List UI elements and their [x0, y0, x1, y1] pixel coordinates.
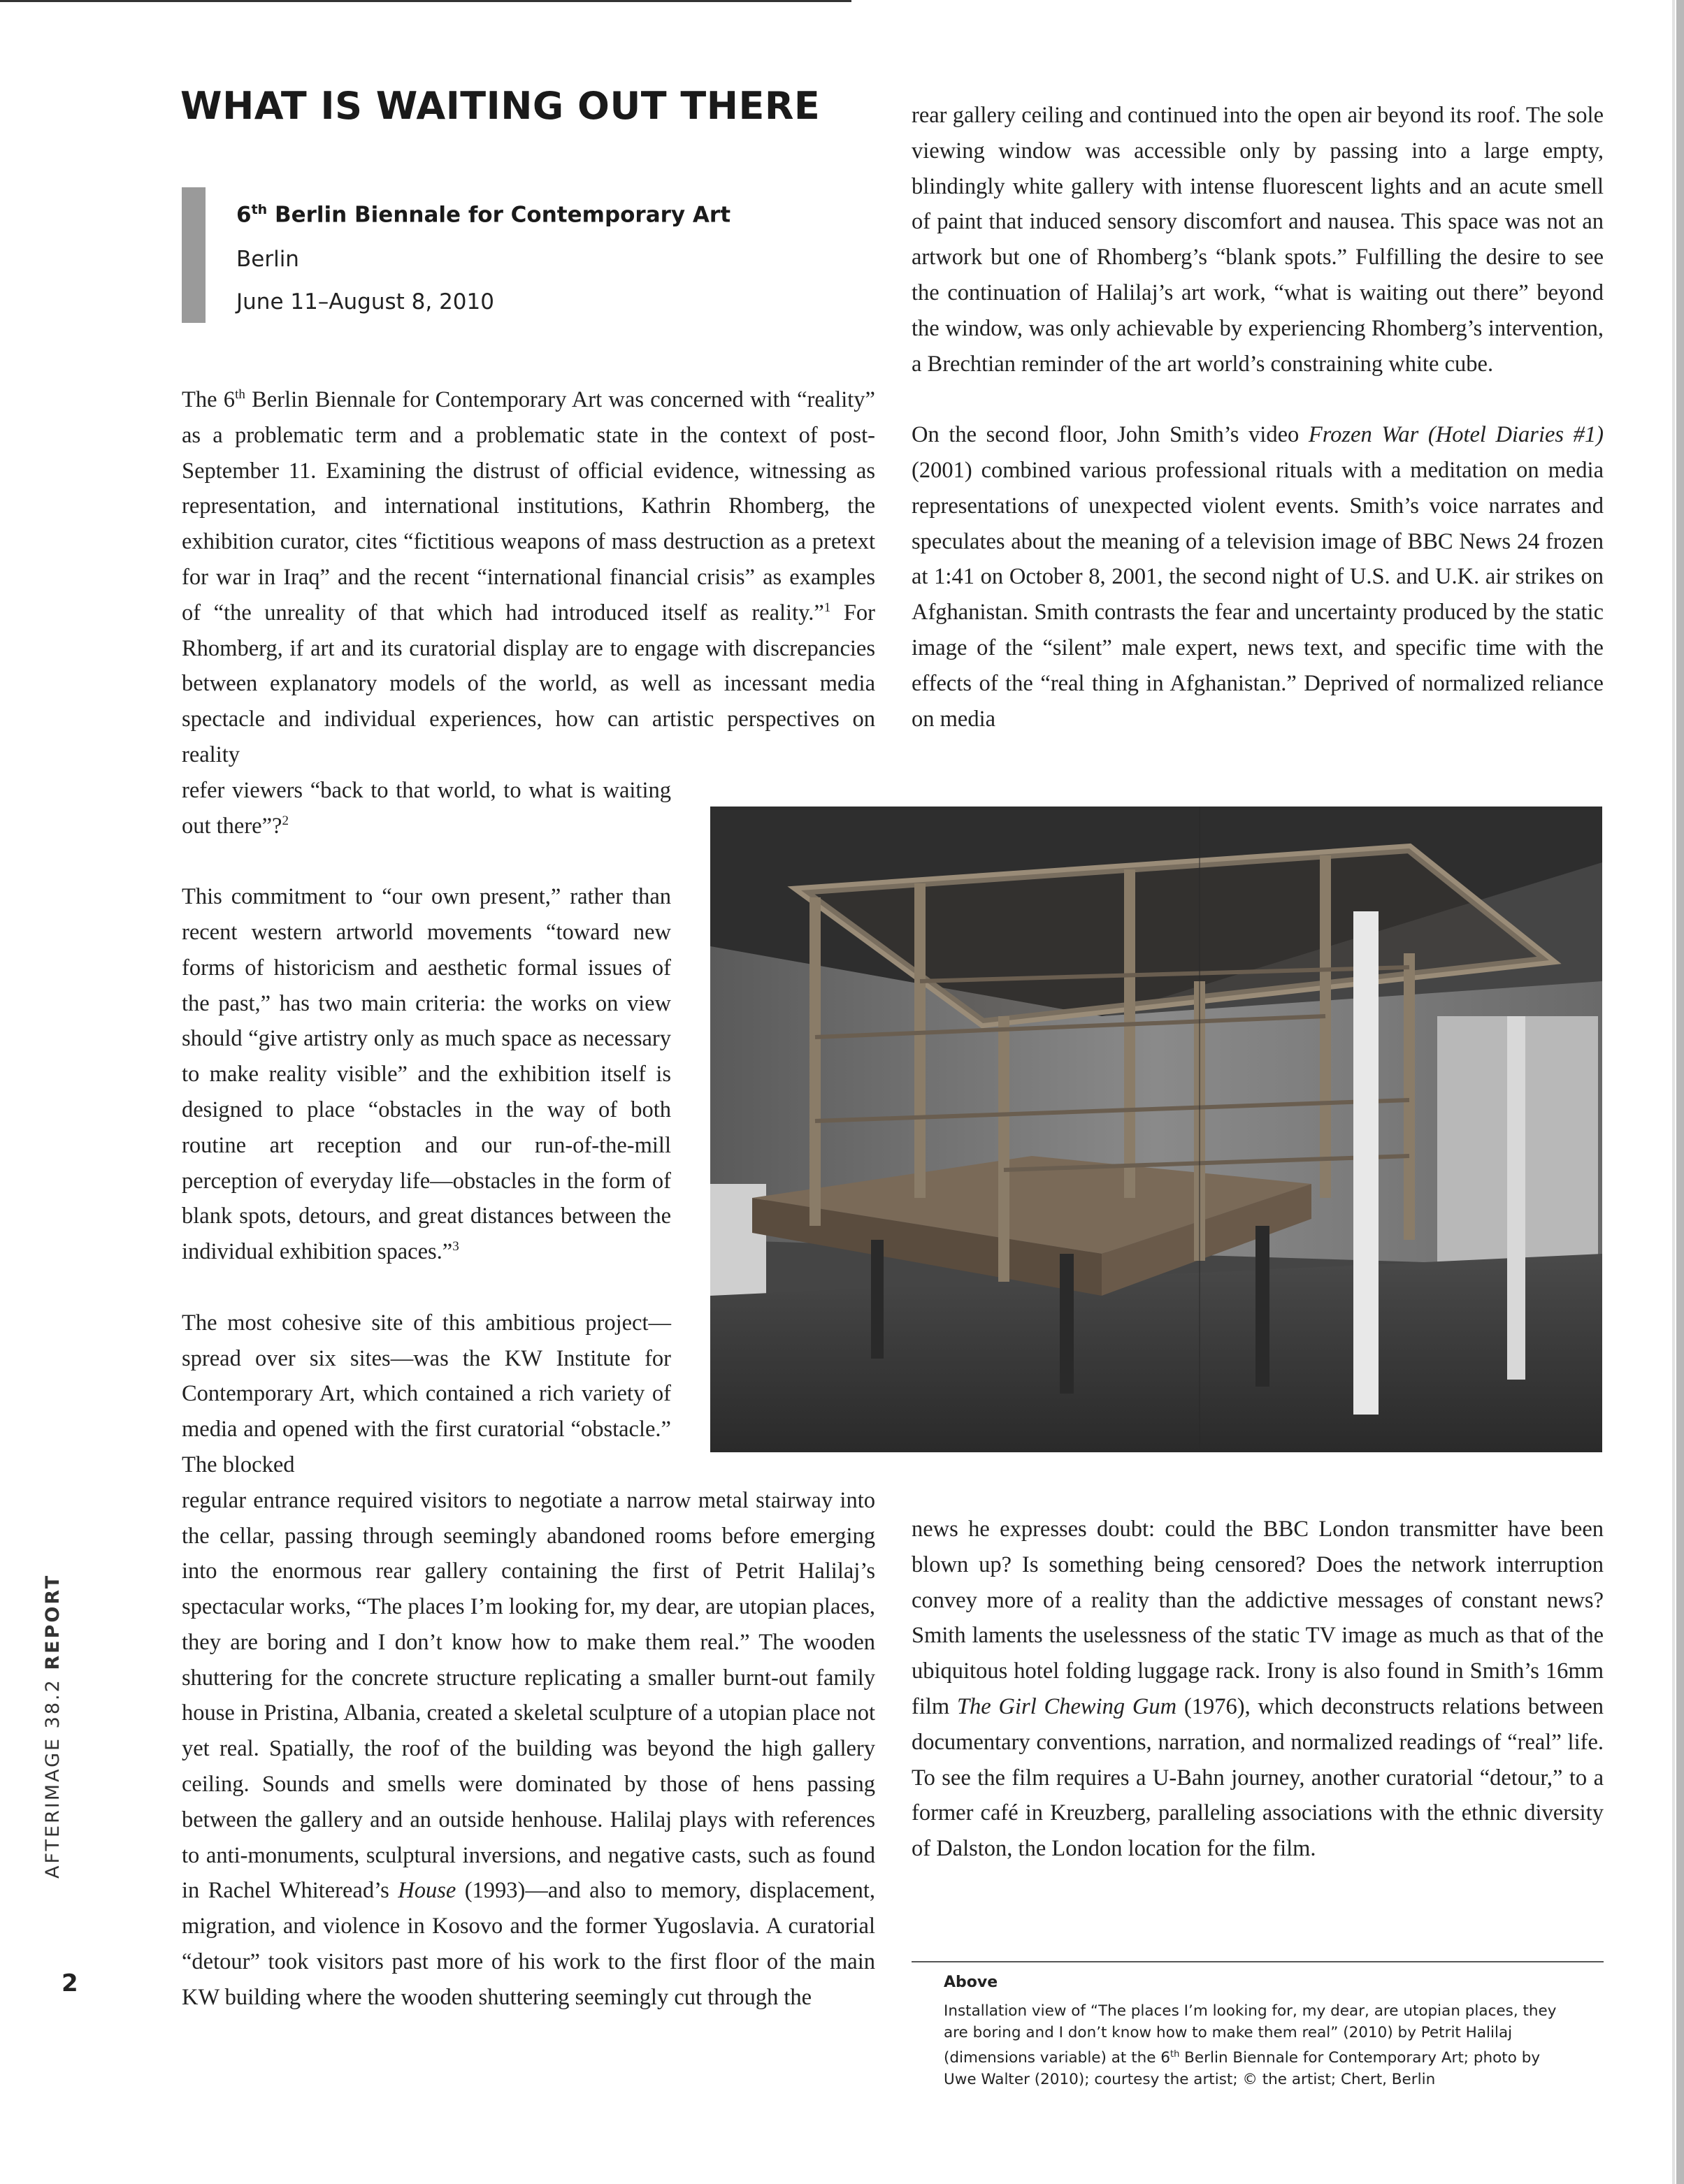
- paragraph: The most cohesive site of this ambitious project—spread over six sites—was the KW Institute for Contemporary Art, which contained a rich variety of media and opened with the first curatorial “obstacle.” The blocked: [182, 1310, 671, 1477]
- page-edge-light: [1672, 0, 1675, 2184]
- article-title: WHAT IS WAITING OUT THERE: [180, 84, 821, 128]
- body-column-right-lower: [912, 1512, 1604, 1867]
- body-column-right: [912, 98, 1604, 737]
- event-info-bar: [182, 187, 206, 323]
- paragraph: This commitment to “our own present,” rather than recent western artworld movements “toward new forms of historicism and aesthetic formal issues of the past,” has two main criteria: the works on view should “give artistry only as much space as necessary to make reality visible” and the exhibition itself is designed to place “obstacles in the way of both routine art reception and our run-of-the-mill perception of everyday life—obstacles in the form of blank spots, detours, and great distances between the individual exhibition spaces.”$^3$: [182, 884, 671, 1265]
- paragraph: On the second floor, John Smith’s video Frozen War (Hotel Diaries #1) (2001) combined various professional rituals with a meditation on media representations of unexpected violent events. Smith’s voice narrates and speculates about the meaning of a television image of BBC News 24 frozen at 1:41 on October 8, 2001, the second night of U.S. and U.K. air strikes on Afghanistan. Smith contrasts the fear and uncertainty produced by the static image of the “silent” male expert, news text, and specific time with the effects of the “real thing in Afghanistan.” Deprived of normalized reliance on media: [912, 422, 1604, 732]
- top-rule: [0, 0, 851, 2]
- page-edge-shadow: [1676, 0, 1684, 2184]
- footnote-ref[interactable]: 2: [282, 813, 289, 828]
- paragraph: refer viewers “back to that world, to what is waiting out there”?$^2$: [182, 777, 671, 839]
- caption-rule: [912, 1961, 1604, 1962]
- page-number: 2: [62, 1969, 78, 1997]
- event-dates: June 11–August 8, 2010: [236, 289, 494, 314]
- photo-caption: Installation view of “The places I’m looking for, my dear, are utopian places, they are boring and I don’t know how to make them real” (2010) by Petrit Halilaj (dimensions variable) at the 6th Berlin Biennale for Contemporary Art; photo by Uwe Walter (2010); courtesy the artist; © the artist; Chert, Berlin: [944, 2002, 1557, 2089]
- running-folio: AFTERIMAGE 38.2 REPORT: [42, 1573, 64, 1879]
- paragraph: The 6th Berlin Biennale for Contemporary Art was concerned with “reality” as a problematic term and a problematic state in the context of post-September 11. Examining the distrust of official evidence, witnessing as representation, and international institutions, Kathrin Rhomberg, the exhibition curator, cites “fictitious weapons of mass destruction as a pretext for war in Iraq” and the recent “international financial crisis” as examples of “the unreality of that which had introduced itself as reality.”$^1$ For Rhomberg, if art and its curatorial display are to engage with discrepancies between explanatory models of the world, as well as incessant media spectacle and individual experiences, how can artistic perspectives on reality: [182, 387, 875, 767]
- footnote-ref[interactable]: 3: [452, 1239, 459, 1254]
- event-name: 6th Berlin Biennale for Contemporary Art: [236, 202, 731, 228]
- paragraph: rear gallery ceiling and continued into the open air beyond its roof. The sole viewing window was accessible only by passing into a large empty, blindingly white gallery with intense fluorescent lights and an acute smell of paint that induced sensory discomfort and nausea. This space was not an artwork but one of Rhomberg’s “blank spots.” Fulfilling the desire to see the continuation of Halilaj’s art work, “what is waiting out there” beyond the window, was only achievable by experiencing Rhomberg’s intervention, a Brechtian reminder of the art world’s constraining white cube.: [912, 103, 1604, 377]
- footnote-ref[interactable]: 1: [823, 600, 831, 615]
- installation-photo: [710, 807, 1602, 1452]
- caption-heading: Above: [944, 1974, 998, 1991]
- event-city: Berlin: [236, 247, 299, 272]
- paragraph: regular entrance required visitors to negotiate a narrow metal stairway into the cellar, passing through seemingly abandoned rooms before emerging into the enormous rear gallery containing the first of Petrit Halilaj’s spectacular works, “The places I’m looking for, my dear, are utopian places, they are boring and I don’t know how to make them real.” The wooden shuttering for the concrete structure replicating a smaller burnt-out family house in Pristina, Albania, created a skeletal sculpture of a utopian place not yet real. Spatially, the roof of the building was beyond the high gallery ceiling. Sounds and smells were dominated by those of hens passing between the gallery and an outside henhouse. Halilaj plays with references to anti-monuments, sculptural inversions, and negative casts, such as found in Rachel Whiteread’s House (1993)—and also to memory, displacement, migration, and violence in Kosovo and the former Yugoslavia. A curatorial “detour” took visitors past more of his work to the first floor of the main KW building where the wooden shuttering seemingly cut through the: [182, 1487, 875, 2010]
- paragraph: news he expresses doubt: could the BBC London transmitter have been blown up? Is something being censored? Does the network interruption convey more of a reality than the addictive messages of constant news? Smith laments the uselessness of the static TV image as much as that of the ubiquitous hotel folding luggage rack. Irony is also found in Smith’s 16mm film The Girl Chewing Gum (1976), which deconstructs relations between documentary conventions, narration, and normalized readings of “real” life. To see the film requires a U-Bahn journey, another curatorial “detour,” to a former café in Kreuzberg, paralleling associations with the ethnic diversity of Dalston, the London location for the film.: [912, 1517, 1604, 1862]
